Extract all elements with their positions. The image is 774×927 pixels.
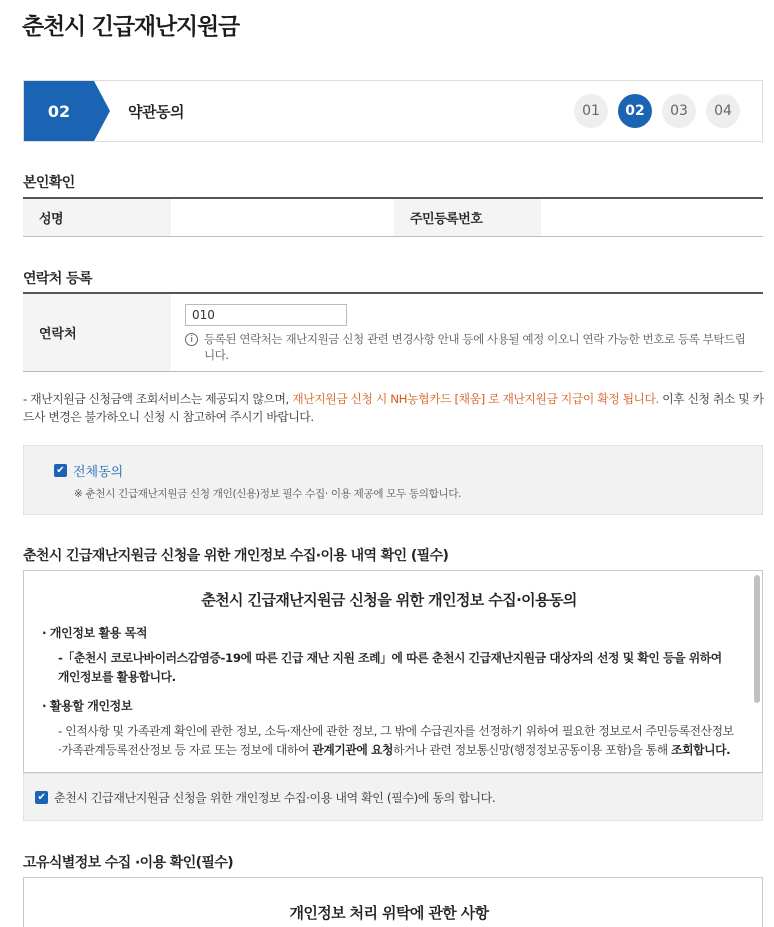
agree-all-box (23, 445, 763, 515)
step-bar (23, 80, 763, 142)
privacy-agree-label[interactable]: 춘천시 긴급재난지원금 신청을 위한 개인정보 수집·이용 내역 확인 (필수)에 동의 합니다. (54, 790, 496, 805)
step-dot-01: 01 (574, 94, 608, 128)
privacy-purpose-bold: -「춘천시 코로나바이러스감염증-19에 따른 긴급 재난 지원 조례」에 따른 춘천시 긴급재난지원금 대상자의 선정 및 확인 등을 위하여 개인정보를 활용합니다. (58, 651, 722, 684)
step-indicators (574, 94, 740, 128)
unique-id-terms-title: 개인정보 처리 위탁에 관한 사항 (289, 904, 489, 922)
privacy-items-part-c: 하거나 관련 정보통신망(행정정보공동이용 포함)을 통해 (393, 743, 672, 757)
privacy-purpose-text (58, 649, 736, 687)
privacy-agree-checkbox[interactable]: ✔ (35, 791, 48, 804)
phone-input[interactable] (185, 304, 347, 326)
privacy-purpose-heading: · 개인정보 활용 목적 (42, 626, 148, 640)
step-dot-03: 03 (662, 94, 696, 128)
step-arrow-shape (94, 81, 110, 141)
privacy-items-heading: · 활용할 개인정보 (42, 699, 133, 713)
name-value (171, 199, 394, 236)
agree-all-row[interactable] (54, 461, 762, 480)
notice-suffix: 이후 신청 취소 및 카드사 변경은 불가하오니 신청 시 참고하여 주시기 바랍니다. (23, 392, 764, 424)
page-title: 춘천시 긴급재난지원금 (22, 14, 239, 40)
privacy-items-part-a: - 인적사항 및 가족관계 확인에 관한 정보, 소득·재산에 관한 정보, 그 밖에 수급권자를 선정하기 위하여 필요한 정보로서 주민등록전산정보·가족관계등록전산정보 등 자료 또는 정보에 대하여 (58, 724, 734, 757)
privacy-items-part-d: 조회합니다. (671, 743, 731, 757)
unique-id-section-title: 고유식별정보 수집 ·이용 확인(필수) (23, 855, 234, 871)
contact-label: 연락처 (23, 294, 171, 371)
privacy-section-title: 춘천시 긴급재난지원금 신청을 위한 개인정보 수집·이용 내역 확인 (필수) (23, 548, 449, 564)
identity-section-title: 본인확인 (23, 175, 75, 191)
unique-id-terms-box[interactable] (23, 877, 763, 927)
card-notice (23, 390, 768, 426)
step-dot-04: 04 (706, 94, 740, 128)
current-step-title: 약관동의 (128, 103, 184, 121)
privacy-terms-scrollbar[interactable] (754, 575, 760, 703)
current-step-number: 02 (24, 81, 94, 141)
notice-prefix: - 재난지원금 신청금액 조회서비스는 제공되지 않으며, (23, 392, 293, 406)
name-label: 성명 (23, 199, 171, 236)
contact-note (185, 331, 755, 363)
identity-table (23, 197, 763, 237)
rrn-label: 주민등록번호 (394, 199, 541, 236)
step-dot-02: 02 (618, 94, 652, 128)
contact-table (23, 292, 763, 372)
privacy-terms-box[interactable] (23, 570, 763, 773)
contact-cell (171, 294, 763, 371)
notice-highlight: 재난지원금 신청 시 NH농협카드 [채움] 로 재난지원금 지급이 확정 됩니다. (292, 392, 659, 406)
privacy-items-part-b: 관계기관에 요청 (312, 743, 394, 757)
contact-note-text: 등록된 연락처는 재난지원금 신청 관련 변경사항 안내 등에 사용될 예정 이오니 연락 가능한 번호로 등록 부탁드립니다. (204, 332, 746, 362)
privacy-agree-row[interactable] (23, 773, 763, 821)
contact-section-title: 연락처 등록 (23, 271, 92, 287)
privacy-terms-title: 춘천시 긴급재난지원금 신청을 위한 개인정보 수집·이용동의 (201, 591, 577, 609)
privacy-items-text (58, 722, 736, 760)
agree-all-checkbox[interactable]: ✔ (54, 464, 67, 477)
rrn-value (541, 199, 763, 236)
agree-all-label[interactable]: 전체동의 (73, 465, 124, 480)
info-icon: i (185, 333, 198, 346)
agree-all-description: ※ 춘천시 긴급재난지원금 신청 개인(신용)정보 필수 수집· 이용 제공에 모두 동의합니다. (74, 488, 462, 500)
